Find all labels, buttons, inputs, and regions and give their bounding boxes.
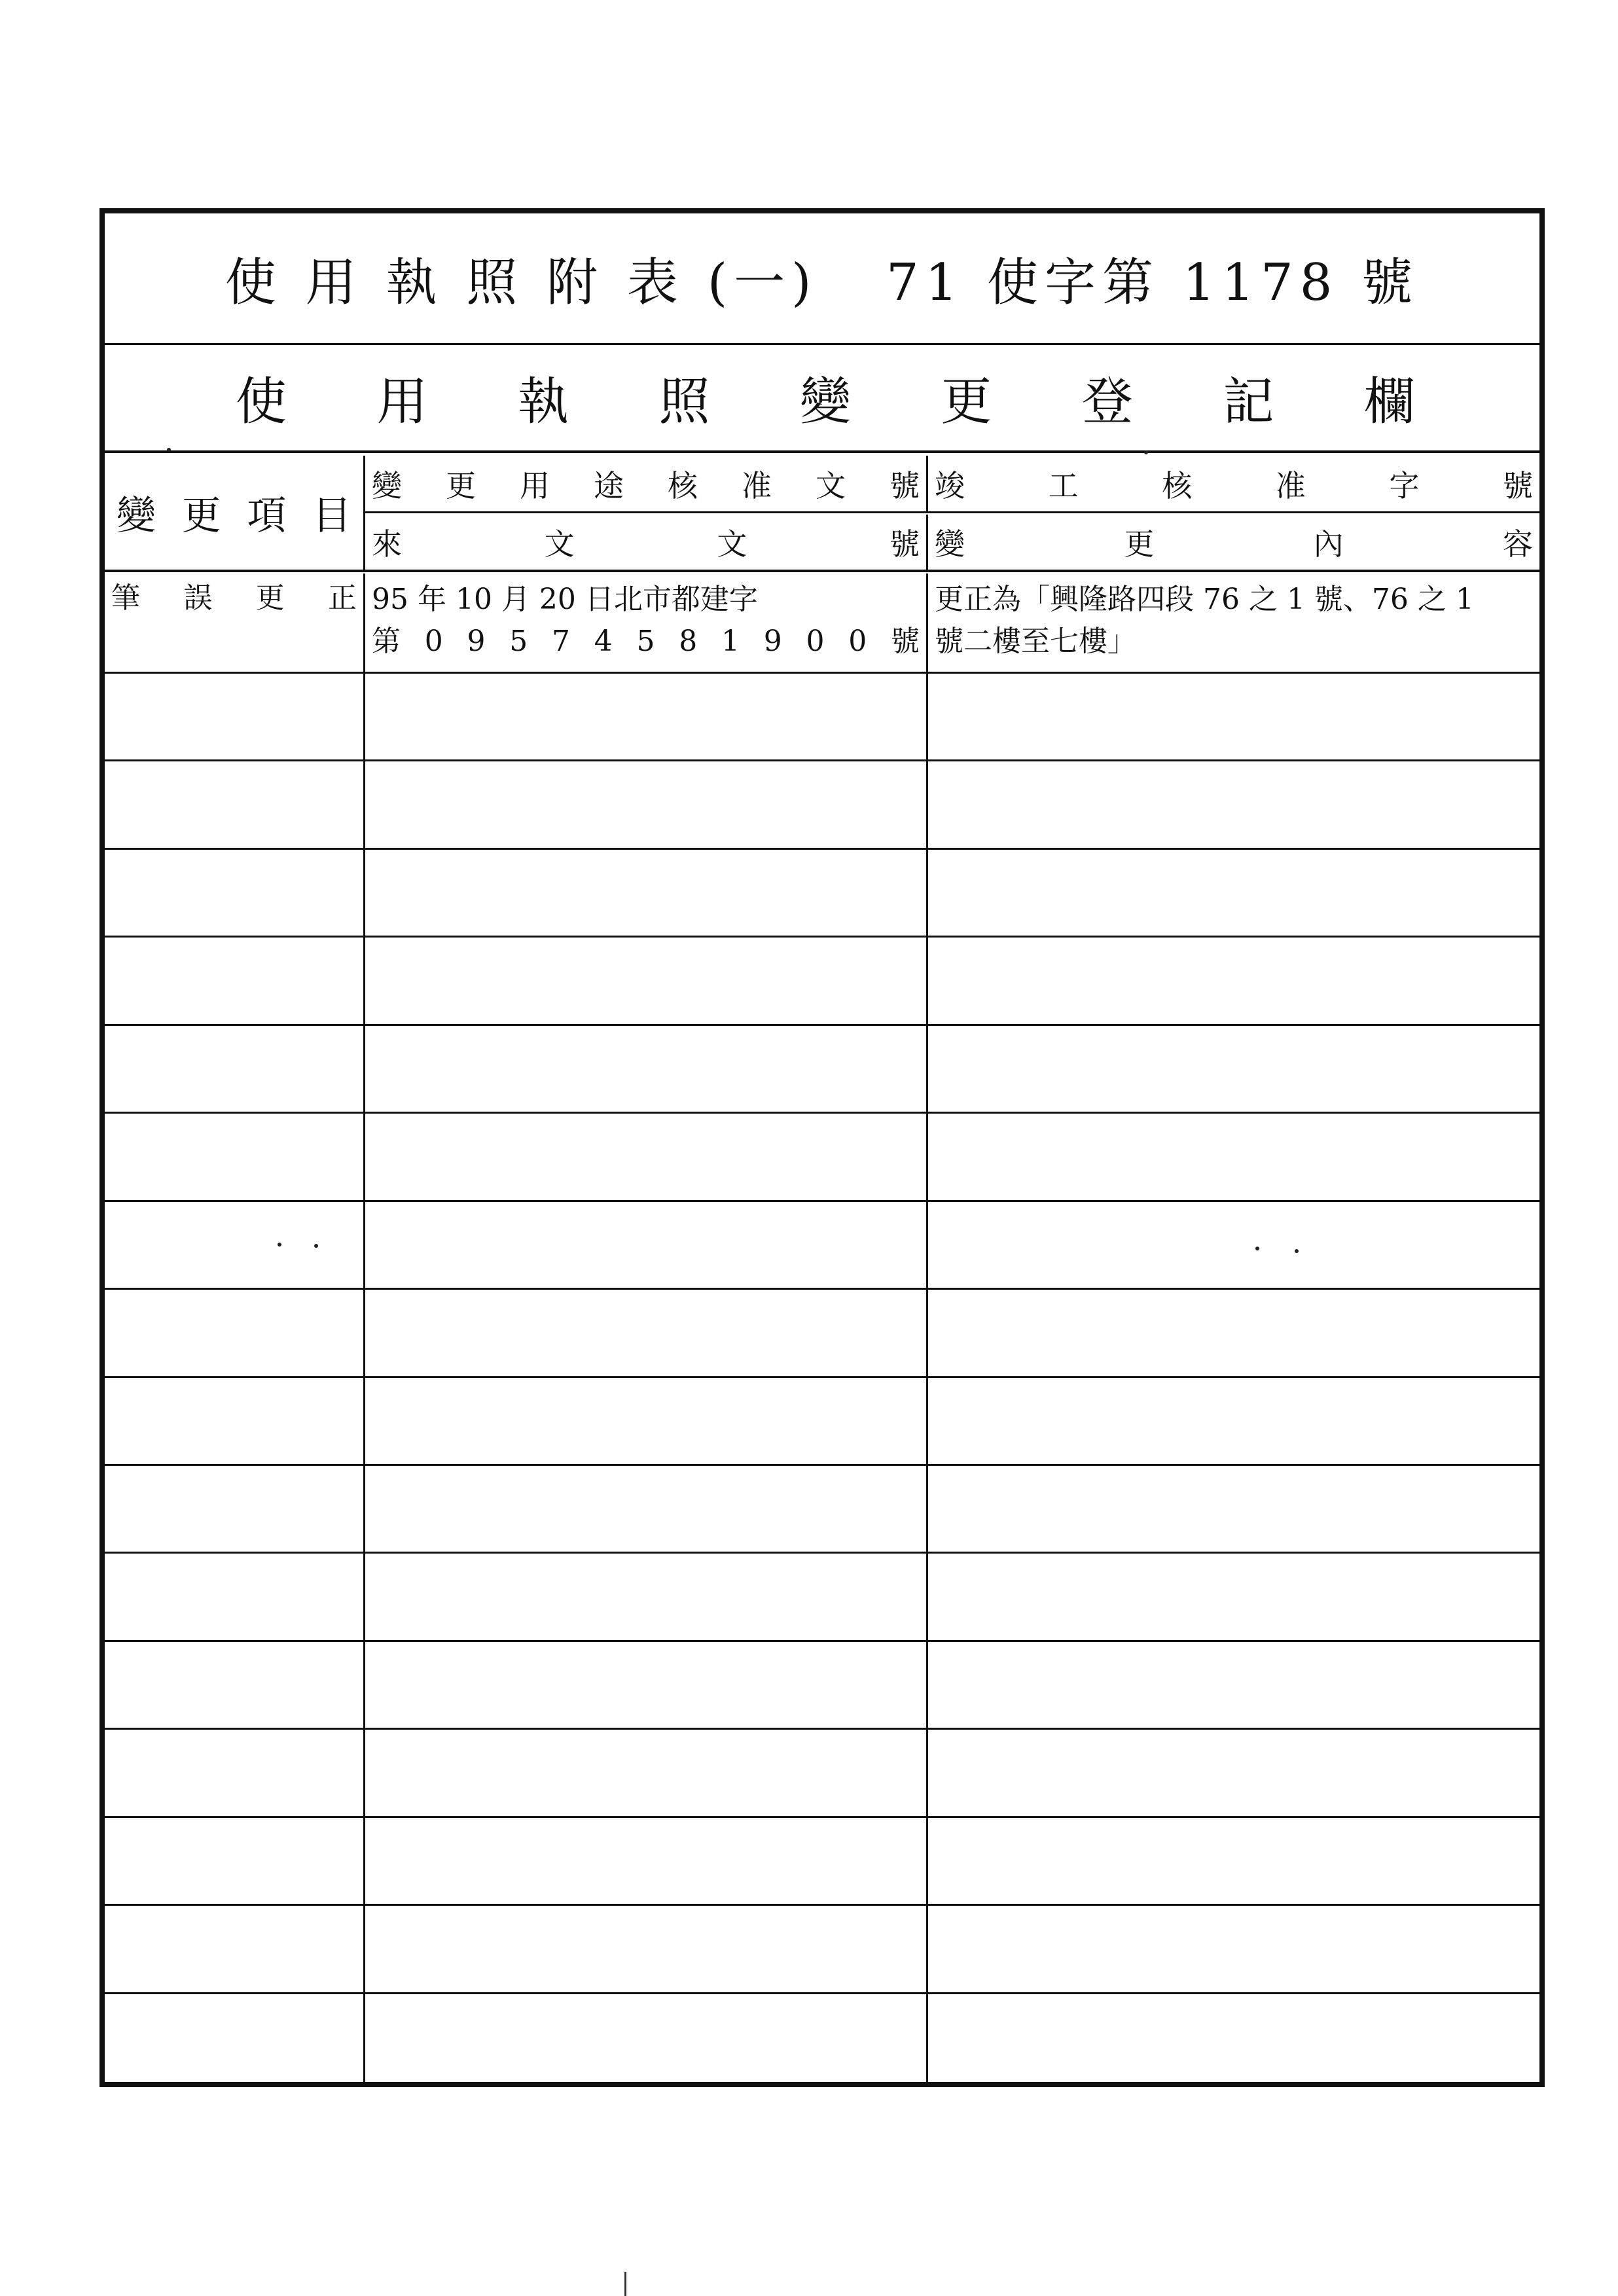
scan-speck	[1255, 1247, 1259, 1250]
annex-number: (一)	[707, 253, 818, 312]
license-year: 71	[886, 253, 965, 312]
header-completion-approval-number: 竣 工 核 准 字 號	[928, 456, 1539, 513]
entry-doc-number-cell	[365, 574, 928, 672]
table-row	[105, 1026, 1539, 1114]
change-registration-heading: 使 用 執 照 變 更 登 記 欄	[105, 344, 1539, 453]
entry-doc-date: 95 年 10 月 20 日北市都建字	[372, 583, 758, 616]
table-row	[105, 1202, 1539, 1290]
table-row	[105, 1466, 1539, 1554]
scan-speck	[314, 1244, 318, 1248]
scan-speck	[1144, 450, 1148, 454]
table-row	[105, 1114, 1539, 1201]
form-title-text: 使 用 執 照 附 表 (一) 71 使字第 1178 號	[225, 253, 1420, 312]
table-row	[105, 1994, 1539, 2082]
scan-speck	[167, 448, 171, 452]
table-row	[105, 1906, 1539, 1994]
blank-rows	[105, 674, 1539, 2082]
table-row	[105, 761, 1539, 849]
table-row	[105, 574, 1539, 674]
entry-item-cell: 筆 誤 更 正	[105, 574, 365, 672]
table-row	[105, 850, 1539, 938]
table-row	[105, 938, 1539, 1025]
license-annex-table	[99, 208, 1545, 2087]
entry-change-content-cell: 更正為「興隆路四段 76 之 1 號、76 之 1 號二樓至七樓」	[935, 583, 1474, 658]
header-change-content: 變 更 內 容	[928, 515, 1539, 572]
table-row	[105, 1554, 1539, 1641]
scan-mark	[624, 2272, 626, 2296]
table-row	[105, 1730, 1539, 1817]
license-number: 1178	[1182, 253, 1339, 312]
entry-doc-number: 第 0 9 5 7 4 5 8 1 9 0 0 號	[372, 625, 920, 658]
header-approval-doc-number: 變 更 用 途 核 准 文 號	[365, 456, 928, 513]
table-row	[105, 674, 1539, 761]
scan-speck	[1295, 1249, 1299, 1253]
table-row	[105, 1378, 1539, 1466]
table-row	[105, 1818, 1539, 1906]
table-row	[105, 1290, 1539, 1377]
form-title	[105, 213, 1539, 345]
header-change-item: 變 更 項 目	[105, 456, 365, 572]
table-row	[105, 1642, 1539, 1730]
scan-speck	[278, 1243, 281, 1247]
header-incoming-doc-number: 來 文 文 號	[365, 515, 928, 572]
